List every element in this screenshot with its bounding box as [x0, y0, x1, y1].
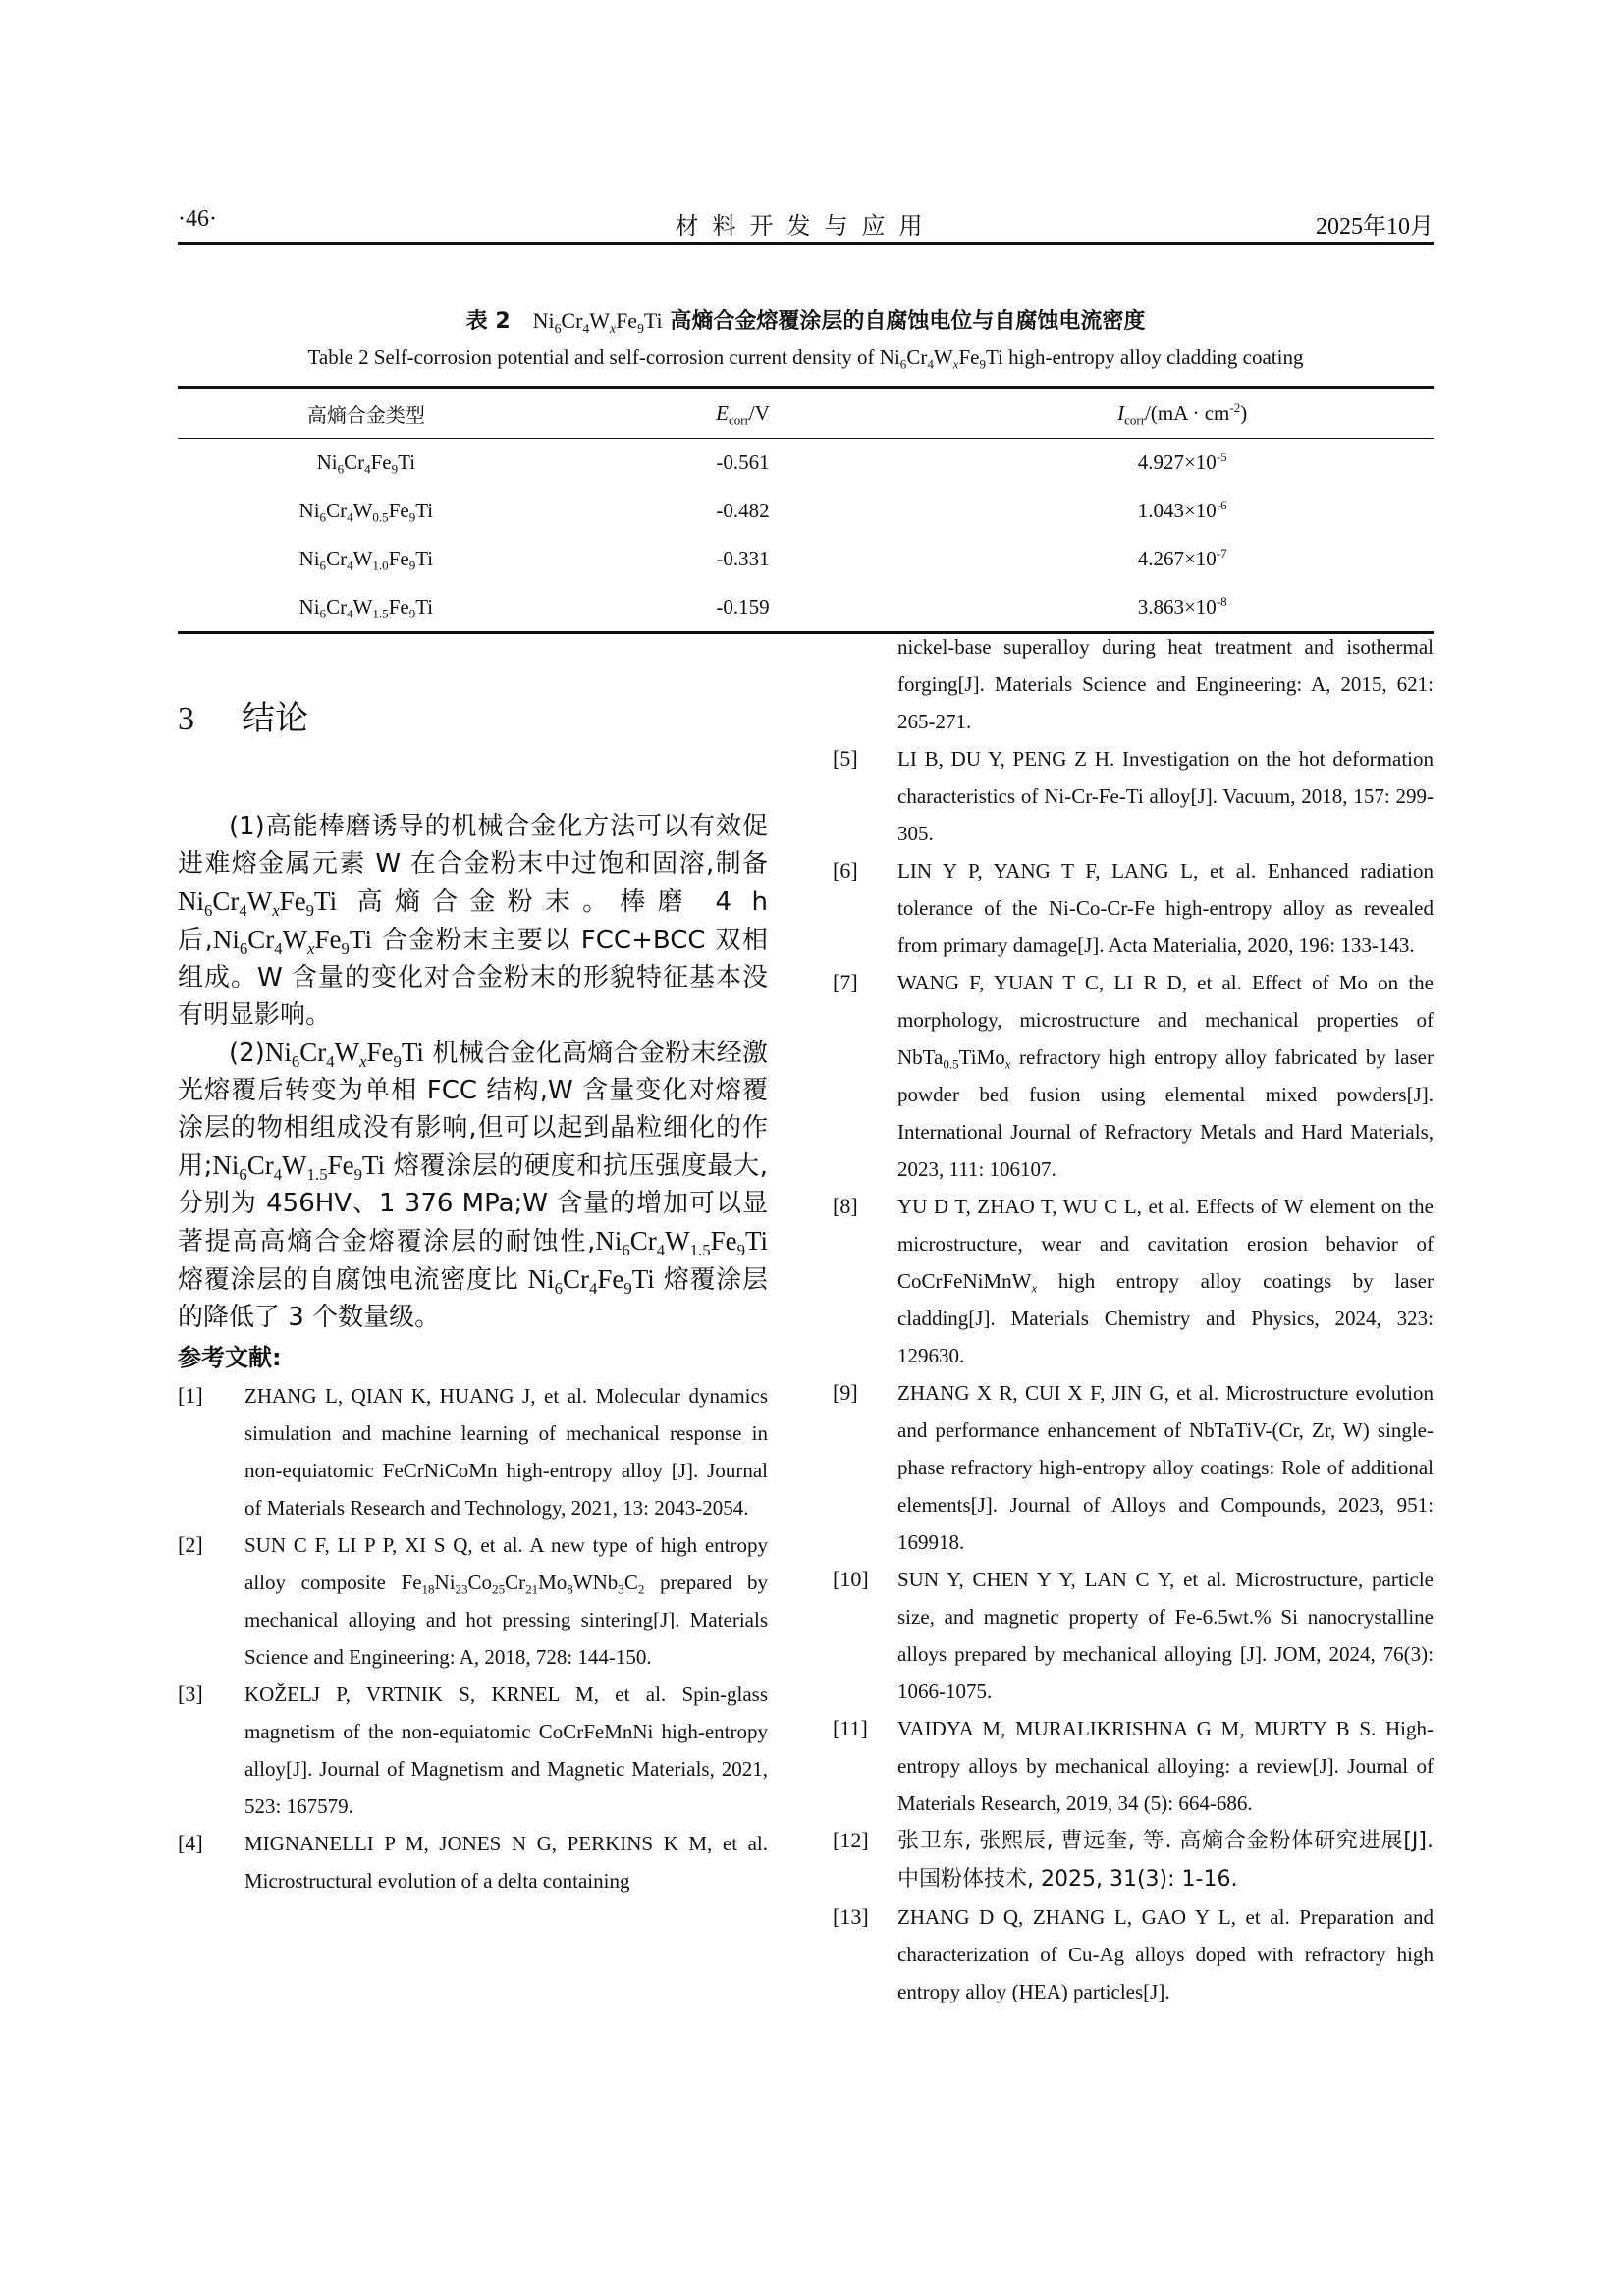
reference-text: LI B, DU Y, PENG Z H. Investigation on the hot deformation characteristics of Ni-Cr-Fe-Ti alloy[J]. Vacuum, 2018, 157: 299-305.	[897, 747, 1434, 845]
reference-label: [10]	[833, 1567, 869, 1591]
table-row	[178, 535, 1434, 583]
alloy-formula: $Ni_6Cr_4W_xFe_9Ti$	[264, 1038, 424, 1071]
header-rule	[178, 242, 1434, 245]
reference-label: [13]	[833, 1904, 869, 1929]
alloy-cell: $Ni_6Cr_4W_{1.0}Fe_9Ti$	[298, 547, 434, 573]
left-column	[178, 687, 768, 1899]
reference-text: ZHANG D Q, ZHANG L, GAO Y L, et al. Preparation and characterization of Cu-Ag alloys doped with refractory high entropy alloy (HEA) particles[J].	[897, 1905, 1434, 2003]
alloy-formula: $Ni_6Cr_4Fe_9Ti$	[527, 1264, 655, 1298]
icorr-cell: $4.267\times 10^{-7}$	[1137, 546, 1227, 570]
reference-label: [1]	[178, 1383, 203, 1408]
reference-text: MIGNANELLI P M, JONES N G, PERKINS K M, et al. Microstructural evolution of a delta containing	[244, 1832, 768, 1893]
journal-title: 材料开发与应用	[675, 214, 937, 240]
reference-text: ZHANG X R, CUI X F, JIN G, et al. Microstructure evolution and performance enhancement of NbTaTiV-(Cr, Zr, W) single-phase refractory high-entropy alloy coatings: Role of additional elements[J]. Journal of Alloys and Compounds, 2023, 951: 169918.	[897, 1381, 1434, 1554]
reference-label: [7]	[833, 970, 858, 994]
reference-label: [5]	[833, 746, 858, 771]
reference-label: [3]	[178, 1682, 203, 1706]
reference-item	[833, 964, 1434, 1188]
reference-text: YU D T, ZHAO T, WU C L, et al. Effects of W element on the microstructure, wear and cavitation erosion behavior of CoCrFeNiMnW$_x$ high entropy alloy coatings by laser cladding[J]. Materials Chemistry and Physics, 2024, 323: 129630.	[897, 1195, 1434, 1367]
reference-item	[833, 740, 1434, 852]
reference-label: [6]	[833, 858, 858, 882]
reference-text: ZHANG L, QIAN K, HUANG J, et al. Molecular dynamics simulation and machine learning of mechanical response in non-equiatomic FeCrNiCoMn high-entropy alloy [J]. Journal of Materials Research and Technology, 2021, 13: 2043-2054.	[244, 1384, 768, 1520]
table-caption-en	[178, 346, 1434, 370]
section-heading	[178, 699, 768, 739]
reference-label: [4]	[178, 1831, 203, 1855]
reference-text: 张卫东, 张熙辰, 曹远奎, 等. 高熵合金粉体研究进展[J]. 中国粉体技术, 2025, 31(3): 1-16.	[897, 1829, 1434, 1892]
reference-text: WANG F, YUAN T C, LI R D, et al. Effect of Mo on the morphology, microstructure and mechanical properties of NbTa$_{0.5}$TiMo$_x$ refractory high entropy alloy fabricated by laser powder bed fusion using elemental mixed powders[J]. International Journal of Refractory Metals and Hard Materials, 2023, 111: 106107.	[897, 971, 1434, 1181]
table-title-zh: 高熵合金熔覆涂层的自腐蚀电位与自腐蚀电流密度	[670, 309, 1146, 334]
reference-label: [2]	[178, 1532, 203, 1557]
references-heading: 参考文献:	[178, 1344, 282, 1371]
alloy-cell: $Ni_6Cr_4Fe_9Ti$	[316, 451, 416, 477]
reference-item	[833, 1188, 1434, 1374]
ecorr-cell: -0.331	[716, 547, 770, 570]
column-header-icorr: $I_{corr}/(mA \cdot cm^{-2})$	[1117, 400, 1248, 428]
ecorr-cell: -0.159	[716, 595, 770, 618]
reference-text: SUN Y, CHEN Y Y, LAN C Y, et al. Microstructure, particle size, and magnetic property of Fe-6.5wt.% Si nanocrystalline alloys prepared by mechanical alloying [J]. JOM, 2024, 76(3): 1066-1075.	[897, 1568, 1434, 1703]
reference-text: SUN C F, LI P P, XI S Q, et al. A new type of high entropy alloy composite $Fe_{18}Ni_{23}Co_{25}Cr_{21}Mo_8WNb_3C_2$ prepared by mechanical alloying and hot pressing sintering[J]. Materials Science and Engineering: A, 2018, 728: 144-150.	[244, 1533, 768, 1669]
reference-item	[178, 1377, 768, 1526]
column-header-ecorr: $E_{corr}/V$	[716, 400, 770, 428]
conclusion-paragraph-1: (1)高能棒磨诱导的机械合金化方法可以有效促进难熔金属元素 W 在合金粉末中过饱和固溶,制备 $Ni_6Cr_4W_xFe_9Ti$ 高熵合金粉末。棒磨 4 h 后$,Ni_6Cr_4W_xFe_9Ti$ 合金粉末主要以 FCC+BCC 双相组成。W 含量的变化对合金粉末的形貌特征基本没有明显影响。	[178, 812, 768, 1030]
alloy-formula: $Ni_6Cr_4W_{1.5}Fe_9Ti$	[212, 1150, 385, 1184]
reference-label: [8]	[833, 1194, 858, 1218]
reference-label: [9]	[833, 1380, 858, 1405]
section-title: 结论	[242, 699, 308, 738]
table-caption-zh	[178, 304, 1434, 335]
corrosion-table	[178, 386, 1434, 634]
reference-item	[178, 1825, 768, 1899]
reference-item	[833, 1898, 1434, 2010]
chemical-formula: $Fe_{18}Ni_{23}Co_{25}Cr_{21}Mo_8WNb_3C_2$	[401, 1571, 645, 1597]
alloy-formula: $Ni_6Cr_4W_xFe_9Ti$	[178, 886, 338, 920]
issue-date: 2025年10月	[1316, 214, 1434, 240]
table-title-en-suffix: high-entropy alloy cladding coating	[1008, 346, 1304, 369]
alloy-formula: $Ni_6Cr_4W_xFe_9Ti$	[879, 346, 1003, 372]
reference-item	[833, 852, 1434, 964]
ecorr-cell: -0.561	[716, 451, 770, 474]
table-row	[178, 583, 1434, 633]
alloy-formula: $Ni_6Cr_4W_xFe_9Ti$	[212, 925, 372, 958]
reference-item	[833, 1561, 1434, 1710]
alloy-formula: $Ni_6Cr_4W_xFe_9Ti$	[532, 308, 663, 336]
reference-item	[833, 1822, 1434, 1898]
reference-text: VAIDYA M, MURALIKRISHNA G M, MURTY B S. High-entropy alloys by mechanical alloying: a review[J]. Journal of Materials Research, 2019, 34 (5): 664-686.	[897, 1717, 1434, 1815]
alloy-formula: $Ni_6Cr_4W_{1.5}Fe_9Ti$	[595, 1226, 768, 1259]
icorr-cell: $3.863\times 10^{-8}$	[1137, 594, 1227, 618]
table-label: 表 2	[465, 309, 511, 334]
reference-item	[833, 1374, 1434, 1561]
ecorr-cell: -0.482	[716, 499, 770, 522]
alloy-cell: $Ni_6Cr_4W_{0.5}Fe_9Ti$	[298, 499, 434, 525]
reference-label: [12]	[833, 1828, 869, 1852]
reference-continuation: nickel-base superalloy during heat treatment and isothermal forging[J]. Materials Science and Engineering: A, 2015, 621: 265-271.	[897, 635, 1434, 733]
section-number: 3	[178, 701, 194, 737]
column-header-alloy: 高熵合金类型	[306, 402, 425, 427]
reference-label: [11]	[833, 1716, 868, 1740]
alloy-cell: $Ni_6Cr_4W_{1.5}Fe_9Ti$	[298, 595, 434, 621]
icorr-cell: $1.043\times 10^{-6}$	[1137, 498, 1227, 522]
right-column	[833, 628, 1434, 2010]
reference-item	[833, 1710, 1434, 1822]
running-header	[178, 206, 1434, 245]
reference-item	[178, 1526, 768, 1676]
page-number: ·46·	[178, 206, 217, 232]
table-row	[178, 439, 1434, 488]
table-title-en: Table 2 Self-corrosion potential and self-corrosion current density of	[307, 346, 875, 369]
table-header-row	[178, 388, 1434, 439]
conclusion-paragraph-2: $(2)Ni_6Cr_4W_xFe_9Ti$ 机械合金化高熵合金粉末经激光熔覆后转变为单相 FCC 结构,W 含量变化对熔覆涂层的物相组成没有影响,但可以起到晶粒细化的作用$;Ni_6Cr_4W_{1.5}Fe_9Ti$ 熔覆涂层的硬度和抗压强度最大,分别为 456HV、1 376 MPa;W 含量的增加可以显著提高高熵合金熔覆涂层的耐蚀性$,Ni_6Cr_4W_{1.5}Fe_9Ti$ 熔覆涂层的自腐蚀电流密度比 $Ni_6Cr_4Fe_9Ti$ 熔覆涂层的降低了 3 个数量级。	[178, 1038, 769, 1332]
reference-text: KOŽELJ P, VRTNIK S, KRNEL M, et al. Spin-glass magnetism of the non-equiatomic CoCrFeMnNi high-entropy alloy[J]. Journal of Magnetism and Magnetic Materials, 2021, 523: 167579.	[244, 1682, 768, 1818]
icorr-cell: $4.927\times 10^{-5}$	[1137, 450, 1227, 474]
reference-item	[178, 1676, 768, 1825]
reference-text: LIN Y P, YANG T F, LANG L, et al. Enhanced radiation tolerance of the Ni-Co-Cr-Fe high-entropy alloy as revealed from primary damage[J]. Acta Materialia, 2020, 196: 133-143.	[897, 859, 1434, 957]
table-row	[178, 487, 1434, 535]
